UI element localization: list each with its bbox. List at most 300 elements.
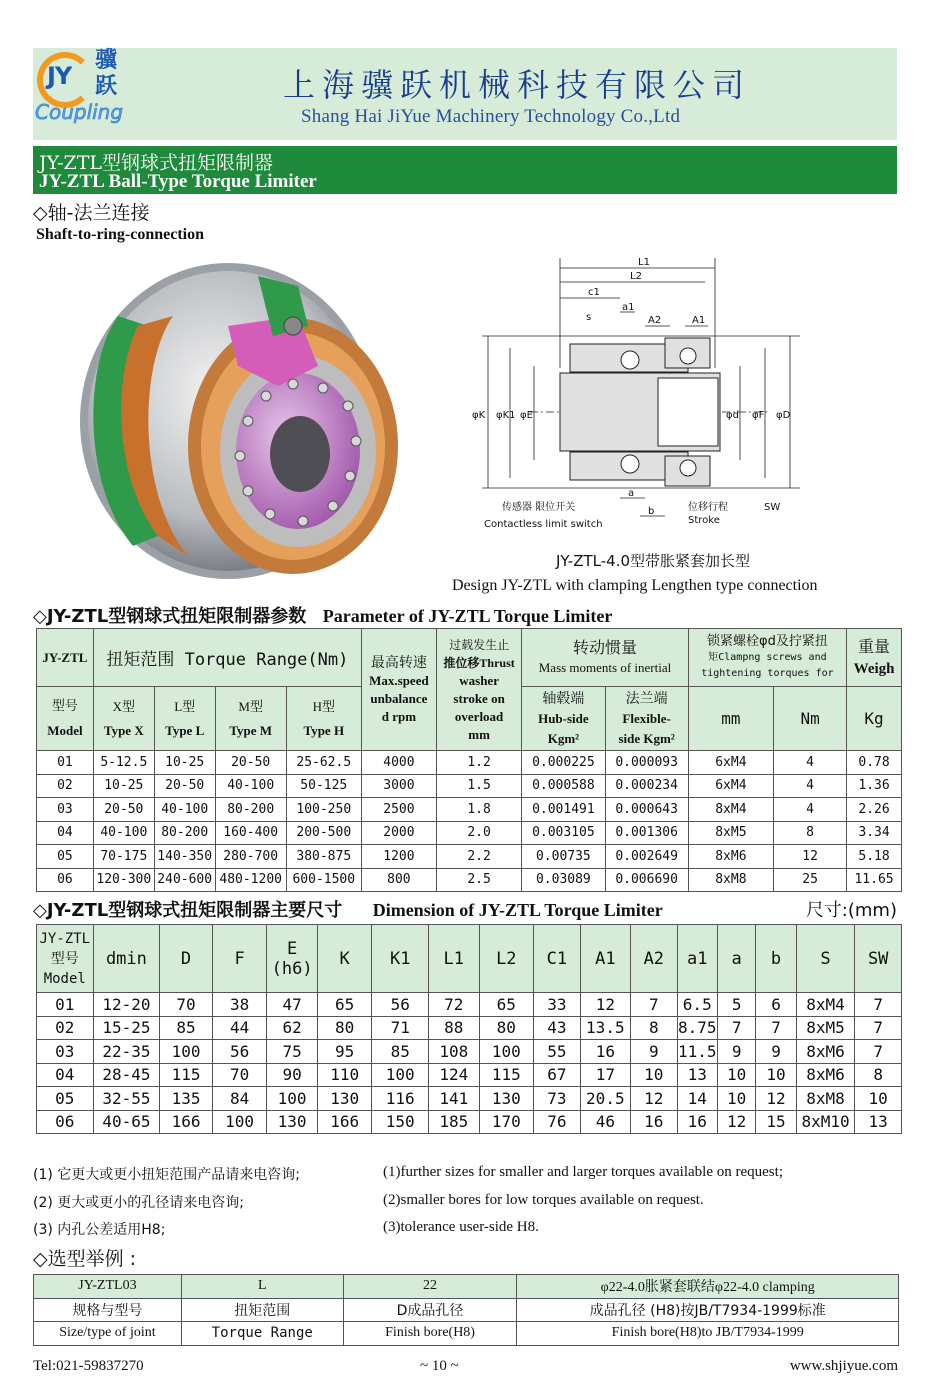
dim-cell: 100	[160, 1040, 213, 1064]
param-heading-en: Parameter of JY-ZTL Torque Limiter	[322, 606, 613, 626]
param-cell: 100-250	[286, 798, 361, 822]
dim-cell: 32-55	[93, 1087, 160, 1111]
dim-cell: 17	[580, 1063, 631, 1087]
dim-cell: 110	[317, 1063, 372, 1087]
dim-cell: 5	[717, 993, 755, 1017]
dim-cell: 7	[756, 1016, 796, 1040]
param-cell: 6xM4	[688, 774, 773, 798]
dim-cell: 01	[37, 993, 94, 1017]
dim-cell: 9	[717, 1040, 755, 1064]
dim-cell: 16	[631, 1110, 677, 1134]
dim-cell: 56	[372, 993, 429, 1017]
dim-cell: 100	[372, 1063, 429, 1087]
param-cell: 20-50	[215, 751, 286, 775]
dim-cell: 130	[479, 1087, 534, 1111]
sel-r3-c4: Finish bore(H8)to JB/T7934-1999	[517, 1322, 899, 1346]
param-header-speed-en3: d rpm	[381, 708, 417, 724]
footer-telephone: Tel:021-59837270	[33, 1358, 144, 1374]
table-row	[37, 821, 902, 845]
param-cell: 160-400	[215, 821, 286, 845]
param-cell: 2.0	[436, 821, 521, 845]
param-cell: 1.36	[847, 774, 902, 798]
dim-cell: 13.5	[580, 1016, 631, 1040]
dim-heading-unit: 尺寸:(mm)	[805, 900, 897, 921]
param-cell: 0.006690	[605, 868, 688, 892]
dim-header-label: S	[820, 948, 831, 969]
param-header-typeM-en: Type M	[229, 722, 273, 738]
param-header-hub-cn: 轴毂端	[542, 690, 585, 707]
label-sensor-cn: 传感器 限位开关	[502, 502, 576, 513]
param-cell: 1.8	[436, 798, 521, 822]
dim-header-label: a1	[687, 948, 708, 969]
param-cell: 0.002649	[605, 845, 688, 869]
param-cell: 11.65	[847, 868, 902, 892]
dim-cell: 22-35	[93, 1040, 160, 1064]
dim-cell: 43	[534, 1016, 580, 1040]
note-3-en: (3)tolerance user-side H8.	[383, 1219, 539, 1235]
param-header-stroke-en3: overload	[454, 708, 504, 724]
dim-cell: 10	[717, 1063, 755, 1087]
param-header-clamp-en: Clampng screws and tightening torques for	[701, 651, 834, 679]
dim-cell: 72	[429, 993, 480, 1017]
dim-cell: 100	[267, 1087, 318, 1111]
param-cell: 480-1200	[215, 868, 286, 892]
param-cell: 70-175	[93, 845, 154, 869]
param-header-torque-range: 扭矩范围 Torque Range(Nm)	[93, 629, 361, 687]
table-row	[37, 1110, 902, 1134]
sel-r2-c4: 成品孔径 (H8)按JB/T7934-1999标准	[517, 1298, 899, 1322]
dim-cell: 108	[429, 1040, 480, 1064]
section-heading-shaft-en: Shaft-to-ring-connection	[36, 226, 204, 243]
param-cell: 80-200	[154, 821, 215, 845]
dim-cell: 7	[717, 1016, 755, 1040]
company-header	[33, 48, 897, 140]
param-header-model-cn: 型号	[51, 698, 78, 714]
dim-cell: 12-20	[93, 993, 160, 1017]
footer-website[interactable]: www.shjiyue.com	[789, 1358, 898, 1374]
param-header-stroke-cn2: 推位移Thrust	[443, 655, 515, 670]
label-phiD: φD	[776, 410, 791, 421]
param-cell: 380-875	[286, 845, 361, 869]
dim-cell: 7	[855, 993, 902, 1017]
dim-cell: 90	[267, 1063, 318, 1087]
dim-cell: 12	[756, 1087, 796, 1111]
param-cell: 800	[361, 868, 436, 892]
param-cell: 2.26	[847, 798, 902, 822]
dim-header-e-sub: (h6)	[271, 958, 313, 979]
dim-cell: 28-45	[93, 1063, 160, 1087]
dim-cell: 73	[534, 1087, 580, 1111]
label-sensor-en: Contactless limit switch	[484, 519, 603, 530]
param-header-clamp-cn: 锁紧螺栓φd及拧紧扭	[707, 633, 828, 649]
table-row	[37, 1087, 902, 1111]
param-header-weight-cn: 重量	[858, 636, 891, 656]
dim-cell: 7	[631, 993, 677, 1017]
param-header-typeX-en: Type X	[103, 722, 144, 738]
param-header-hub-unit: Kgm²	[547, 730, 580, 746]
param-header-flex-en: Flexible-	[622, 710, 671, 726]
dim-cell: 44	[212, 1016, 267, 1040]
param-cell: 40-100	[93, 821, 154, 845]
section-heading-selection: ◇选型举例 :	[33, 1248, 137, 1270]
dim-header-label: E	[286, 938, 298, 959]
dim-cell: 12	[580, 993, 631, 1017]
product-title-en: JY-ZTL Ball-Type Torque Limiter	[39, 171, 317, 192]
company-name-cn: 上海骥跃机械科技有限公司	[283, 66, 752, 104]
sel-r2-c2: 扭矩范围	[181, 1298, 343, 1322]
label-phiF: φF	[752, 410, 765, 421]
dim-header-model-en: Model	[43, 970, 86, 987]
param-cell: 50-125	[286, 774, 361, 798]
sel-r1-c2: L	[181, 1275, 343, 1299]
dim-header-k1	[372, 925, 429, 993]
param-cell: 4	[774, 798, 847, 822]
dim-header-model-top: JY-ZTL	[39, 930, 91, 947]
param-cell: 01	[37, 751, 94, 775]
param-header-flex-cn: 法兰端	[625, 690, 668, 707]
param-header-typeL-en: Type L	[165, 722, 205, 738]
label-stroke-cn: 位移行程	[688, 502, 728, 513]
sel-r1-c4: φ22-4.0胀紧套联结φ22-4.0 clamping	[517, 1275, 899, 1299]
dim-cell: 62	[267, 1016, 318, 1040]
param-cell: 4	[774, 751, 847, 775]
dim-header-f	[212, 925, 267, 993]
dim-cell: 8.75	[677, 1016, 717, 1040]
dim-cell: 10	[717, 1087, 755, 1111]
param-cell: 1200	[361, 845, 436, 869]
label-A1: A1	[692, 315, 706, 326]
param-cell: 3000	[361, 774, 436, 798]
param-cell: 06	[37, 868, 94, 892]
param-cell: 2500	[361, 798, 436, 822]
note-1-cn: (1) 它更大或更小扭矩范围产品请来电咨询;	[33, 1167, 300, 1183]
param-header-inertia-en: Mass moments of inertial	[538, 659, 672, 675]
dim-cell: 47	[267, 993, 318, 1017]
dim-cell: 12	[631, 1087, 677, 1111]
dim-cell: 85	[160, 1016, 213, 1040]
param-header-speed-en2: unbalance	[370, 690, 428, 706]
dim-cell: 05	[37, 1087, 94, 1111]
param-header-typeX-cn: X型	[112, 698, 135, 714]
company-name-en: Shang Hai JiYue Machinery Technology Co.,Ltd	[301, 106, 681, 127]
dim-cell: 56	[212, 1040, 267, 1064]
param-header-stroke-en2: stroke on	[453, 690, 505, 706]
dim-cell: 75	[267, 1040, 318, 1064]
param-cell: 5.18	[847, 845, 902, 869]
dim-header-s	[796, 925, 855, 993]
param-cell: 8xM5	[688, 821, 773, 845]
param-header-typeH-en: Type H	[303, 722, 345, 738]
param-cell: 8xM8	[688, 868, 773, 892]
dim-cell: 95	[317, 1040, 372, 1064]
dim-cell: 10	[631, 1063, 677, 1087]
dim-cell: 03	[37, 1040, 94, 1064]
dim-cell: 70	[160, 993, 213, 1017]
dim-cell: 166	[160, 1110, 213, 1134]
dim-cell: 70	[212, 1063, 267, 1087]
dim-cell: 130	[267, 1110, 318, 1134]
dim-cell: 6	[756, 993, 796, 1017]
section-heading-shaft-cn: ◇轴-法兰连接	[33, 202, 150, 224]
param-header-flex-unit: side Kgm²	[618, 730, 675, 746]
param-header-speed-cn: 最高转速	[370, 654, 427, 671]
sel-r1-c1: JY-ZTL03	[34, 1275, 182, 1299]
param-cell: 12	[774, 845, 847, 869]
table-row	[37, 751, 902, 775]
dim-cell: 185	[429, 1110, 480, 1134]
label-phiK: φK	[472, 410, 486, 421]
label-s: s	[586, 312, 592, 323]
param-cell: 03	[37, 798, 94, 822]
dim-cell: 46	[580, 1110, 631, 1134]
label-A2: A2	[648, 315, 662, 326]
table-row	[37, 993, 902, 1017]
param-header-typeL-cn: L型	[174, 698, 196, 714]
dim-cell: 115	[160, 1063, 213, 1087]
dim-cell: 16	[677, 1110, 717, 1134]
dim-header-label: dmin	[105, 948, 147, 969]
dim-header-model-cn: 型号	[50, 950, 79, 967]
label-L1: L1	[638, 257, 650, 268]
dim-cell: 38	[212, 993, 267, 1017]
dim-header-label: A2	[643, 948, 665, 969]
dimension-table	[36, 924, 902, 1134]
table-row	[37, 1063, 902, 1087]
dim-cell: 10	[756, 1063, 796, 1087]
dim-header-e	[267, 925, 318, 993]
param-cell: 240-600	[154, 868, 215, 892]
param-cell: 0.00735	[522, 845, 605, 869]
param-cell: 200-500	[286, 821, 361, 845]
sel-r3-c2: Torque Range	[181, 1322, 343, 1346]
dim-cell: 115	[479, 1063, 534, 1087]
parameter-table	[36, 628, 902, 892]
param-cell: 2000	[361, 821, 436, 845]
dim-header-a2	[631, 925, 677, 993]
dimension-drawing	[470, 248, 820, 548]
param-cell: 0.000588	[522, 774, 605, 798]
param-cell: 0.000234	[605, 774, 688, 798]
logo-en: Coupling	[35, 100, 124, 124]
label-SW: SW	[764, 502, 781, 513]
param-cell: 1.2	[436, 751, 521, 775]
param-header-inertia-cn: 转动惯量	[572, 637, 637, 657]
note-2-en: (2)smaller bores for low torques available on request.	[383, 1192, 704, 1208]
dim-cell: 141	[429, 1087, 480, 1111]
param-header-weight-kg: Kg	[847, 687, 902, 751]
dim-header-k	[317, 925, 372, 993]
dim-cell: 13	[855, 1110, 902, 1134]
param-cell: 8	[774, 821, 847, 845]
param-cell: 280-700	[215, 845, 286, 869]
dim-cell: 8	[631, 1016, 677, 1040]
param-header-stroke-en4: mm	[468, 726, 490, 742]
param-cell: 20-50	[154, 774, 215, 798]
dim-header-l1	[429, 925, 480, 993]
param-header-speed-en1: Max.speed	[369, 672, 429, 688]
drawing-caption-en: Design JY-ZTL with clamping Lengthen type connection	[452, 577, 818, 594]
dim-cell: 9	[631, 1040, 677, 1064]
note-1-en: (1)further sizes for smaller and larger torques available on request;	[383, 1164, 783, 1180]
dim-cell: 135	[160, 1087, 213, 1111]
dim-cell: 124	[429, 1063, 480, 1087]
param-cell: 3.34	[847, 821, 902, 845]
dim-header-a1	[677, 925, 717, 993]
dim-header-label: b	[770, 948, 782, 969]
dim-cell: 33	[534, 993, 580, 1017]
dim-cell: 65	[479, 993, 534, 1017]
dim-cell: 7	[855, 1040, 902, 1064]
param-cell: 0.000093	[605, 751, 688, 775]
label-phid: φd	[726, 410, 739, 421]
dim-header-dmin	[93, 925, 160, 993]
param-cell: 5-12.5	[93, 751, 154, 775]
param-header-clamp-nm: Nm	[774, 687, 847, 751]
product-cutaway-illustration	[78, 256, 398, 586]
param-cell: 25-62.5	[286, 751, 361, 775]
dim-cell: 20.5	[580, 1087, 631, 1111]
table-row	[37, 845, 902, 869]
dim-cell: 14	[677, 1087, 717, 1111]
dim-cell: 40-65	[93, 1110, 160, 1134]
dim-cell: 67	[534, 1063, 580, 1087]
param-cell: 4	[774, 774, 847, 798]
param-cell: 0.78	[847, 751, 902, 775]
param-cell: 2.2	[436, 845, 521, 869]
dim-cell: 8xM6	[796, 1040, 855, 1064]
param-header-clamp-cn2: 矩	[708, 651, 719, 663]
dim-cell: 16	[580, 1040, 631, 1064]
dim-header-label: K	[339, 948, 350, 969]
param-cell: 4000	[361, 751, 436, 775]
label-phiK1: φK1	[496, 410, 516, 421]
note-3-cn: (3) 内孔公差适用H8;	[33, 1222, 166, 1238]
param-header-model-en: Model	[47, 722, 83, 738]
dim-cell: 8xM10	[796, 1110, 855, 1134]
param-heading-cn: ◇JY-ZTL型钢球式扭矩限制器参数	[33, 606, 307, 627]
param-cell: 10-25	[154, 751, 215, 775]
product-title-bar	[33, 146, 897, 194]
label-b: b	[648, 506, 655, 517]
param-header-typeM-cn: M型	[238, 698, 263, 714]
dim-cell: 12	[717, 1110, 755, 1134]
dim-cell: 13	[677, 1063, 717, 1087]
dim-header-label: SW	[867, 948, 889, 969]
dim-cell: 170	[479, 1110, 534, 1134]
param-cell: 0.001306	[605, 821, 688, 845]
label-a: a	[628, 488, 635, 499]
dim-cell: 80	[479, 1016, 534, 1040]
label-phiE: φE	[520, 410, 533, 421]
logo-mark: JY	[47, 62, 72, 90]
dim-header-label: L2	[496, 948, 517, 969]
param-cell: 6xM4	[688, 751, 773, 775]
param-cell: 04	[37, 821, 94, 845]
dim-header-a1	[580, 925, 631, 993]
dim-header-d	[160, 925, 213, 993]
dim-cell: 71	[372, 1016, 429, 1040]
dim-heading-cn: ◇JY-ZTL型钢球式扭矩限制器主要尺寸	[33, 900, 343, 921]
dim-header-label: F	[234, 948, 245, 969]
dim-heading-en: Dimension of JY-ZTL Torque Limiter	[372, 900, 663, 920]
param-cell: 0.000225	[522, 751, 605, 775]
sel-r2-c3: D成品孔径	[343, 1298, 517, 1322]
param-cell: 0.003105	[522, 821, 605, 845]
dim-cell: 10	[855, 1087, 902, 1111]
footer-page-number: ~ 10 ~	[420, 1358, 459, 1374]
param-header-stroke-cn1: 过载发生止	[449, 637, 510, 652]
dim-cell: 6.5	[677, 993, 717, 1017]
dim-header-b	[756, 925, 796, 993]
dim-cell: 84	[212, 1087, 267, 1111]
dim-cell: 85	[372, 1040, 429, 1064]
param-cell: 8xM6	[688, 845, 773, 869]
sel-r2-c1: 规格与型号	[34, 1298, 182, 1322]
dim-cell: 9	[756, 1040, 796, 1064]
label-L2: L2	[630, 271, 642, 282]
dim-header-label: D	[180, 948, 192, 969]
param-cell: 80-200	[215, 798, 286, 822]
param-cell: 0.001491	[522, 798, 605, 822]
dim-header-sw	[855, 925, 902, 993]
param-cell: 25	[774, 868, 847, 892]
param-cell: 02	[37, 774, 94, 798]
param-cell: 120-300	[93, 868, 154, 892]
param-cell: 0.03089	[522, 868, 605, 892]
param-cell: 40-100	[154, 798, 215, 822]
dim-cell: 15-25	[93, 1016, 160, 1040]
dim-cell: 55	[534, 1040, 580, 1064]
param-cell: 600-1500	[286, 868, 361, 892]
logo-cn: 骥跃	[95, 48, 118, 99]
dim-cell: 88	[429, 1016, 480, 1040]
param-cell: 40-100	[215, 774, 286, 798]
dim-header-label: K1	[389, 948, 411, 969]
dim-header-label: C1	[546, 948, 568, 969]
dim-cell: 8xM8	[796, 1087, 855, 1111]
section-heading-dimensions	[33, 896, 897, 922]
dim-cell: 02	[37, 1016, 94, 1040]
dim-cell: 116	[372, 1087, 429, 1111]
dim-cell: 8	[855, 1063, 902, 1087]
dim-cell: 76	[534, 1110, 580, 1134]
label-c1: c1	[588, 287, 600, 298]
product-title-cn: JY-ZTL型钢球式扭矩限制器	[39, 152, 273, 174]
param-header-model-top: JY-ZTL	[37, 629, 94, 687]
dim-cell: 130	[317, 1087, 372, 1111]
param-cell: 8xM4	[688, 798, 773, 822]
dim-cell: 65	[317, 993, 372, 1017]
param-cell: 20-50	[93, 798, 154, 822]
dim-cell: 7	[855, 1016, 902, 1040]
dim-cell: 11.5	[677, 1040, 717, 1064]
sel-r3-c1: Size/type of joint	[34, 1322, 182, 1346]
dim-header-label: A1	[595, 948, 616, 969]
dim-cell: 80	[317, 1016, 372, 1040]
dim-header-l2	[479, 925, 534, 993]
table-row	[37, 868, 902, 892]
param-cell: 05	[37, 845, 94, 869]
drawing-caption-cn: JY-ZTL-4.0型带胀紧套加长型	[556, 552, 751, 570]
note-2-cn: (2) 更大或更小的孔径请来电咨询;	[33, 1195, 244, 1211]
dim-cell: 100	[212, 1110, 267, 1134]
label-stroke-en: Stroke	[688, 515, 720, 526]
sel-r1-c3: 22	[343, 1275, 517, 1299]
param-cell: 1.5	[436, 774, 521, 798]
dim-cell: 166	[317, 1110, 372, 1134]
param-cell: 2.5	[436, 868, 521, 892]
dim-cell: 150	[372, 1110, 429, 1134]
